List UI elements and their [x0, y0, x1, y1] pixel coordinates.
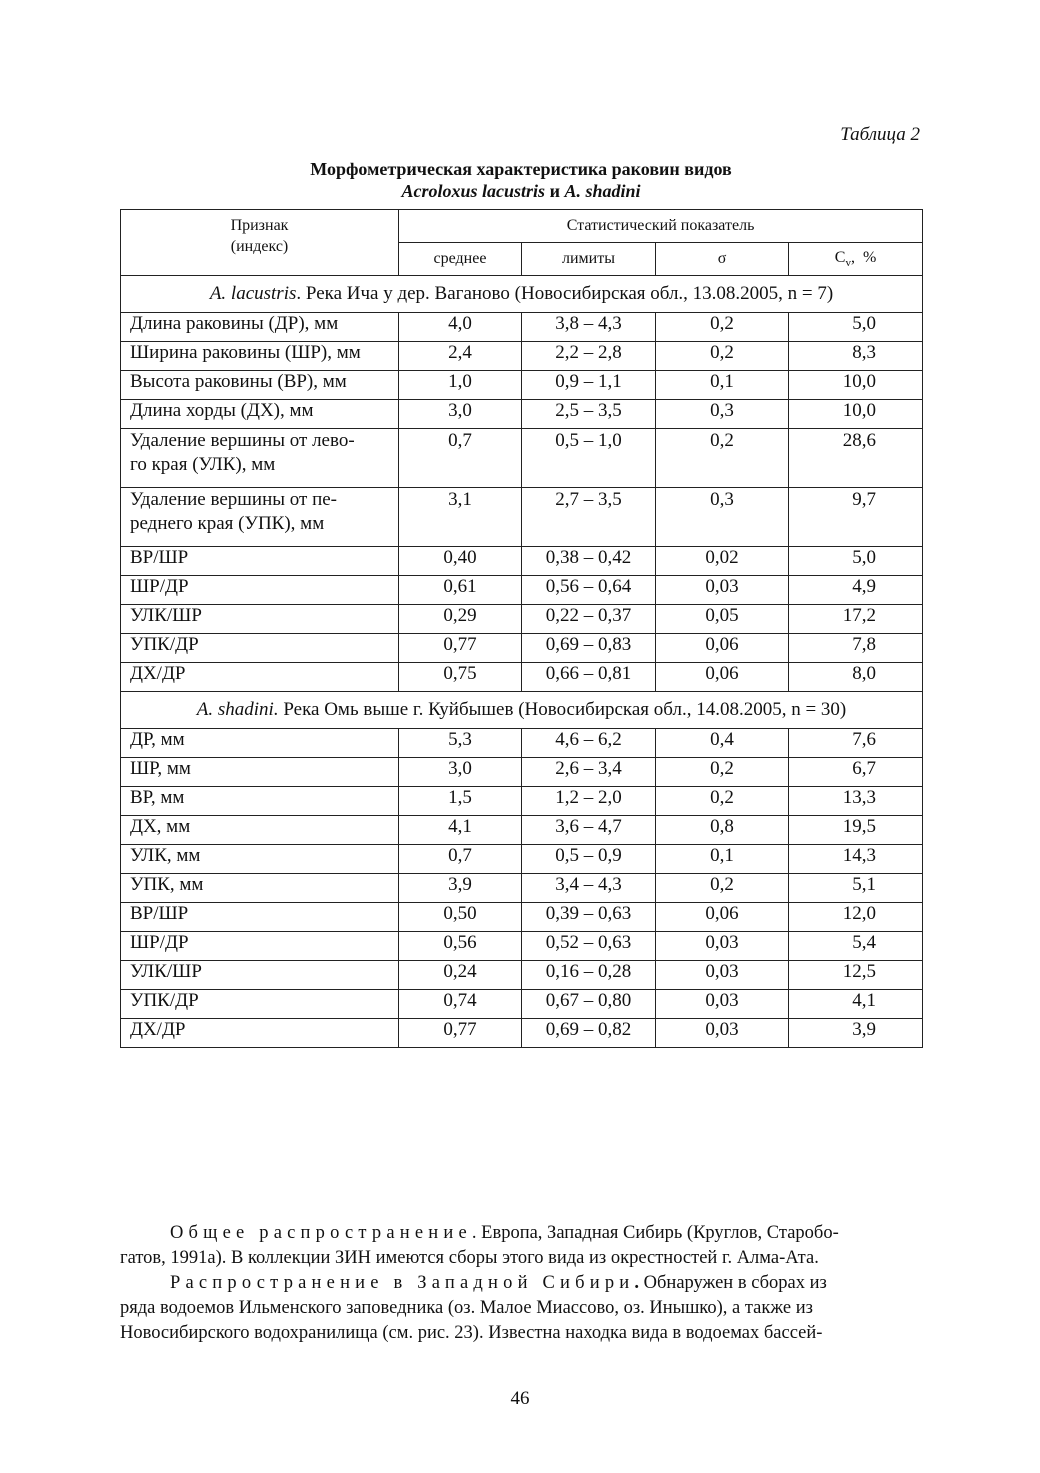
table-row [121, 874, 923, 903]
cell-sigma: 0,06 [656, 903, 789, 932]
table-title [120, 158, 922, 202]
cell-limits: 0,52 – 0,63 [522, 932, 656, 961]
cell-sigma: 0,2 [656, 342, 789, 371]
cell-cv: 6,7 [789, 758, 923, 787]
cell-feature: ДХ, мм [121, 816, 399, 845]
paragraph-general-distribution [120, 1221, 922, 1271]
morphometry-table [120, 209, 923, 1048]
cell-limits: 0,39 – 0,63 [522, 903, 656, 932]
cell-cv: 5,0 [789, 547, 923, 576]
p2-text-line1: Обнаружен в сборах из [639, 1273, 827, 1293]
cell-limits: 3,8 – 4,3 [522, 313, 656, 342]
p2-dot: . [634, 1273, 640, 1293]
header-cv-sub: v [845, 257, 851, 270]
table-row [121, 634, 923, 663]
table-row [121, 488, 923, 547]
cell-limits: 0,16 – 0,28 [522, 961, 656, 990]
title-species-1: Acroloxus lacustris [401, 181, 546, 201]
cell-cv: 5,1 [789, 874, 923, 903]
cell-limits: 2,5 – 3,5 [522, 400, 656, 429]
cell-sigma: 0,05 [656, 605, 789, 634]
cell-cv: 5,0 [789, 313, 923, 342]
header-feature [121, 210, 399, 276]
cell-sigma: 0,3 [656, 488, 789, 547]
cell-mean: 0,24 [399, 961, 522, 990]
cell-mean: 1,0 [399, 371, 522, 400]
cell-feature-line2: го края (УЛК), мм [130, 454, 276, 475]
cell-limits: 2,2 – 2,8 [522, 342, 656, 371]
p1-text-line1: . Европа, Западная Сибирь (Круглов, Старобо- [471, 1223, 839, 1243]
table-row [121, 1019, 923, 1048]
cell-feature: ШР/ДР [121, 576, 399, 605]
cell-sigma: 0,03 [656, 576, 789, 605]
cell-sigma: 0,2 [656, 429, 789, 488]
cell-feature-line1: Удаление вершины от лево- [130, 430, 355, 451]
cell-mean: 4,1 [399, 816, 522, 845]
table-row [121, 990, 923, 1019]
cell-limits: 0,56 – 0,64 [522, 576, 656, 605]
cell-mean: 0,61 [399, 576, 522, 605]
cell-sigma: 0,03 [656, 1019, 789, 1048]
cell-limits: 0,38 – 0,42 [522, 547, 656, 576]
cell-limits: 3,4 – 4,3 [522, 874, 656, 903]
table-row [121, 816, 923, 845]
cell-mean: 0,77 [399, 1019, 522, 1048]
cell-sigma: 0,3 [656, 400, 789, 429]
cell-cv: 19,5 [789, 816, 923, 845]
cell-feature: УПК/ДР [121, 634, 399, 663]
cell-feature: УПК/ДР [121, 990, 399, 1019]
cell-sigma: 0,06 [656, 663, 789, 692]
cell-sigma: 0,03 [656, 961, 789, 990]
table-row [121, 758, 923, 787]
table-body [121, 276, 923, 1048]
cell-cv: 14,3 [789, 845, 923, 874]
cell-limits: 1,2 – 2,0 [522, 787, 656, 816]
cell-sigma: 0,03 [656, 932, 789, 961]
cell-mean: 0,56 [399, 932, 522, 961]
cell-feature: УЛК/ШР [121, 961, 399, 990]
cell-feature: ВР, мм [121, 787, 399, 816]
cell-cv: 7,8 [789, 634, 923, 663]
cell-sigma: 0,03 [656, 990, 789, 1019]
cell-feature: УЛК/ШР [121, 605, 399, 634]
cell-mean: 3,0 [399, 400, 522, 429]
cell-feature-line1: Удаление вершины от пе- [130, 489, 337, 510]
cell-mean: 0,7 [399, 845, 522, 874]
cell-feature: ДР, мм [121, 729, 399, 758]
cell-mean: 1,5 [399, 787, 522, 816]
table-row [121, 787, 923, 816]
cell-mean: 5,3 [399, 729, 522, 758]
cell-cv: 5,4 [789, 932, 923, 961]
cell-sigma: 0,2 [656, 787, 789, 816]
section-species: A. lacustris [209, 283, 297, 304]
cell-limits: 4,6 – 6,2 [522, 729, 656, 758]
header-feature-label: Признак [230, 216, 289, 234]
cell-limits: 0,5 – 0,9 [522, 845, 656, 874]
table-row [121, 663, 923, 692]
cell-limits: 3,6 – 4,7 [522, 816, 656, 845]
header-feature-sub: (индекс) [230, 237, 289, 255]
p2-text-line3: Новосибирского водохранилища (см. рис. 23). Известна находка вида в водоемах бассей- [120, 1323, 823, 1343]
table-row [121, 400, 923, 429]
section-species: A. shadini. [196, 699, 279, 720]
cell-cv: 12,5 [789, 961, 923, 990]
section-row [121, 692, 923, 729]
header-limits: лимиты [522, 243, 656, 276]
table-row [121, 576, 923, 605]
cell-cv: 7,6 [789, 729, 923, 758]
cell-mean: 0,50 [399, 903, 522, 932]
section-location: . Река Ича у дер. Ваганово (Новосибирская обл., 13.08.2005, n = 7) [296, 283, 834, 304]
table-row [121, 903, 923, 932]
cell-cv: 8,0 [789, 663, 923, 692]
cell-mean: 2,4 [399, 342, 522, 371]
title-line-2 [120, 180, 922, 202]
section-header [121, 692, 923, 729]
cell-cv: 8,3 [789, 342, 923, 371]
cell-limits: 2,6 – 3,4 [522, 758, 656, 787]
cell-sigma: 0,2 [656, 874, 789, 903]
cell-cv: 12,0 [789, 903, 923, 932]
cell-feature [121, 429, 399, 488]
cell-feature: УПК, мм [121, 874, 399, 903]
cell-cv: 17,2 [789, 605, 923, 634]
cell-cv: 4,1 [789, 990, 923, 1019]
cell-limits: 0,9 – 1,1 [522, 371, 656, 400]
page-number: 46 [510, 1388, 530, 1409]
cell-feature-line2: реднего края (УПК), мм [130, 513, 325, 534]
cell-sigma: 0,1 [656, 845, 789, 874]
table-row [121, 729, 923, 758]
cell-cv: 4,9 [789, 576, 923, 605]
cell-limits: 0,66 – 0,81 [522, 663, 656, 692]
cell-feature: ВР/ШР [121, 903, 399, 932]
cell-feature: ДХ/ДР [121, 1019, 399, 1048]
table-row [121, 313, 923, 342]
header-stat-group: Статистический показатель [399, 210, 923, 243]
table-row [121, 429, 923, 488]
cell-cv: 28,6 [789, 429, 923, 488]
cell-limits: 2,7 – 3,5 [522, 488, 656, 547]
cell-mean: 4,0 [399, 313, 522, 342]
cell-sigma: 0,2 [656, 758, 789, 787]
table-label: Таблица 2 [840, 124, 920, 145]
cell-mean: 0,29 [399, 605, 522, 634]
cell-mean: 0,77 [399, 634, 522, 663]
cell-feature: ДХ/ДР [121, 663, 399, 692]
table-row [121, 845, 923, 874]
table-row [121, 342, 923, 371]
cell-mean: 0,40 [399, 547, 522, 576]
section-header [121, 276, 923, 313]
cell-feature: ШР, мм [121, 758, 399, 787]
cell-cv: 3,9 [789, 1019, 923, 1048]
cell-feature [121, 488, 399, 547]
cell-feature: ВР/ШР [121, 547, 399, 576]
cell-feature: Высота раковины (ВР), мм [121, 371, 399, 400]
cell-cv: 13,3 [789, 787, 923, 816]
cell-limits: 0,69 – 0,83 [522, 634, 656, 663]
table-row [121, 961, 923, 990]
cell-feature: Ширина раковины (ШР), мм [121, 342, 399, 371]
header-cv [789, 243, 923, 276]
cell-mean: 3,1 [399, 488, 522, 547]
section-row [121, 276, 923, 313]
cell-feature: УЛК, мм [121, 845, 399, 874]
cell-sigma: 0,8 [656, 816, 789, 845]
cell-feature: Длина хорды (ДХ), мм [121, 400, 399, 429]
table-row [121, 371, 923, 400]
cell-mean: 0,74 [399, 990, 522, 1019]
paragraph-west-siberia [120, 1271, 922, 1346]
cell-sigma: 0,06 [656, 634, 789, 663]
cell-cv: 10,0 [789, 371, 923, 400]
table-row [121, 547, 923, 576]
table-row [121, 932, 923, 961]
cell-limits: 0,69 – 0,82 [522, 1019, 656, 1048]
title-and: и [545, 181, 565, 201]
cell-mean: 0,7 [399, 429, 522, 488]
section-location: Река Омь выше г. Куйбышев (Новосибирская обл., 14.08.2005, n = 30) [278, 699, 847, 720]
cell-limits: 0,22 – 0,37 [522, 605, 656, 634]
cell-mean: 3,0 [399, 758, 522, 787]
header-cv-suffix: , % [850, 248, 877, 266]
heading-general-distribution: Общее распространение [170, 1223, 472, 1243]
p2-text-line2: ряда водоемов Ильменского заповедника (оз. Малое Миассово, оз. Инышко), а также из [120, 1298, 813, 1318]
heading-west-siberia: Распространение в Западной Сибири [170, 1273, 635, 1293]
title-line-1: Морфометрическая характеристика раковин видов [310, 159, 732, 179]
cell-sigma: 0,2 [656, 313, 789, 342]
cell-sigma: 0,1 [656, 371, 789, 400]
cell-mean: 3,9 [399, 874, 522, 903]
cell-mean: 0,75 [399, 663, 522, 692]
cell-limits: 0,67 – 0,80 [522, 990, 656, 1019]
title-species-2: A. shadini [564, 181, 641, 201]
cell-cv: 9,7 [789, 488, 923, 547]
cell-limits: 0,5 – 1,0 [522, 429, 656, 488]
header-sigma: σ [656, 243, 789, 276]
cell-sigma: 0,4 [656, 729, 789, 758]
cell-feature: Длина раковины (ДР), мм [121, 313, 399, 342]
table-row [121, 605, 923, 634]
p1-text-line2: гатов, 1991а). В коллекции ЗИН имеются сборы этого вида из окрестностей г. Алма-Ата. [120, 1248, 819, 1268]
header-cv-c: C [834, 248, 846, 266]
header-mean: среднее [399, 243, 522, 276]
cell-cv: 10,0 [789, 400, 923, 429]
cell-feature: ШР/ДР [121, 932, 399, 961]
cell-sigma: 0,02 [656, 547, 789, 576]
